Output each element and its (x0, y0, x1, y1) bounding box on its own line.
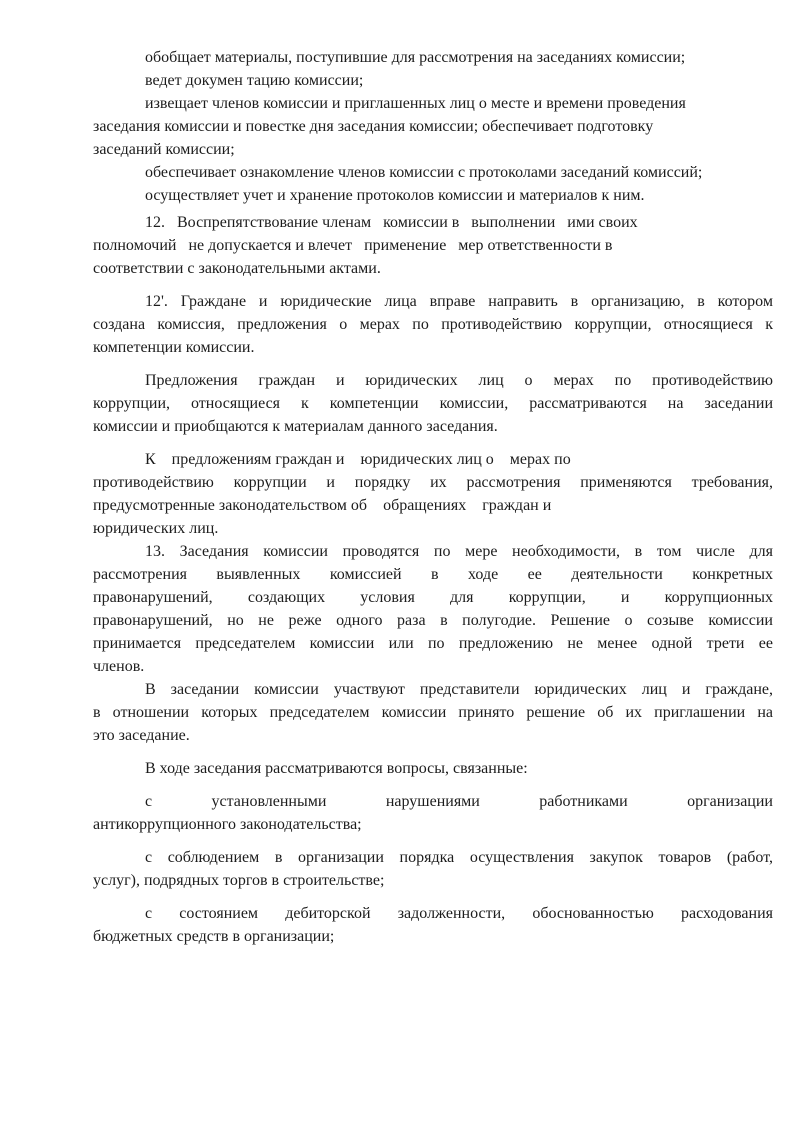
paragraph-line: услуг), подрядных торгов в строительстве; (93, 872, 385, 889)
paragraph (93, 902, 773, 948)
paragraph-line: Предложения граждан и юридических лиц о мерах по противодействию (145, 372, 773, 389)
paragraph (93, 161, 773, 184)
paragraph-line: 12. Воспрепятствование членам комиссии в выполнении ими своих (145, 214, 638, 231)
paragraph (93, 46, 773, 69)
paragraph-line: заседаний комиссии; (93, 141, 235, 158)
paragraph-line: юридических лиц. (93, 520, 219, 537)
paragraph-line: с установленными нарушениями работниками организации (145, 793, 773, 810)
paragraph-line: извещает членов комиссии и приглашенных лиц о месте и времени проведения (145, 95, 686, 112)
paragraph (93, 290, 773, 359)
paragraph-line: членов. (93, 658, 145, 675)
paragraph-line: предусмотренные законодательством об обращениях граждан и (93, 497, 552, 514)
paragraph-line: осуществляет учет и хранение протоколов комиссии и материалов к ним. (145, 187, 645, 204)
paragraph-line: антикоррупционного законодательства; (93, 816, 362, 833)
paragraph-line: с состоянием дебиторской задолженности, обоснованностью расходования (145, 905, 773, 922)
paragraph (93, 540, 773, 678)
paragraph-line: принимается председателем комиссии или по предложению не менее одной трети ее (93, 635, 773, 652)
paragraph (93, 678, 773, 747)
paragraph (93, 846, 773, 892)
paragraph-line: это заседание. (93, 727, 190, 744)
paragraph-line: заседания комиссии и повестке дня заседания комиссии; обеспечивает подготовку (93, 118, 654, 135)
paragraph-line: В ходе заседания рассматриваются вопросы, связанные: (145, 760, 528, 777)
paragraph-line: правонарушений, создающих условия для коррупции, и коррупционных (93, 589, 773, 606)
paragraph (93, 211, 773, 280)
paragraph-line: В заседании комиссии участвуют представители юридических лиц и граждане, (145, 681, 773, 698)
paragraph-line: бюджетных средств в организации; (93, 928, 335, 945)
paragraph-line: коррупции, относящиеся к компетенции комиссии, рассматриваются на заседании (93, 395, 773, 412)
paragraph-line: К предложениям граждан и юридических лиц о мерах по (145, 451, 571, 468)
paragraph-line: с соблюдением в организации порядка осуществления закупок товаров (работ, (145, 849, 773, 866)
paragraph-line: создана комиссия, предложения о мерах по противодействию коррупции, относящиеся к (93, 316, 773, 333)
paragraph-line: обобщает материалы, поступившие для рассмотрения на заседаниях комиссии; (145, 49, 686, 66)
paragraph-line: полномочий не допускается и влечет применение мер ответственности в (93, 237, 613, 254)
paragraph (93, 448, 773, 540)
paragraph-line: противодействию коррупции и порядку их рассмотрения применяются требования, (93, 474, 773, 491)
paragraph-line: 13. Заседания комиссии проводятся по мере необходимости, в том числе для (145, 543, 773, 560)
paragraph-line: компетенции комиссии. (93, 339, 255, 356)
paragraph-line: ведет докумен тацию комиссии; (145, 72, 364, 89)
paragraph-line: рассмотрения выявленных комиссией в ходе ее деятельности конкретных (93, 566, 773, 583)
paragraph (93, 92, 773, 161)
paragraph-line: обеспечивает ознакомление членов комиссии с протоколами заседаний комиссий; (145, 164, 703, 181)
paragraph (93, 69, 773, 92)
paragraph (93, 790, 773, 836)
paragraph (93, 184, 773, 207)
paragraph (93, 369, 773, 438)
paragraph-line: правонарушений, но не реже одного раза в полугодие. Решение о созыве комиссии (93, 612, 773, 629)
paragraph-line: 12'. Граждане и юридические лица вправе направить в организацию, в котором (145, 293, 773, 310)
paragraph-line: в отношении которых председателем комиссии принято решение об их приглашении на (93, 704, 773, 721)
paragraph (93, 757, 773, 780)
paragraph-line: комиссии и приобщаются к материалам данного заседания. (93, 418, 498, 435)
paragraph-line: соответствии с законодательными актами. (93, 260, 381, 277)
